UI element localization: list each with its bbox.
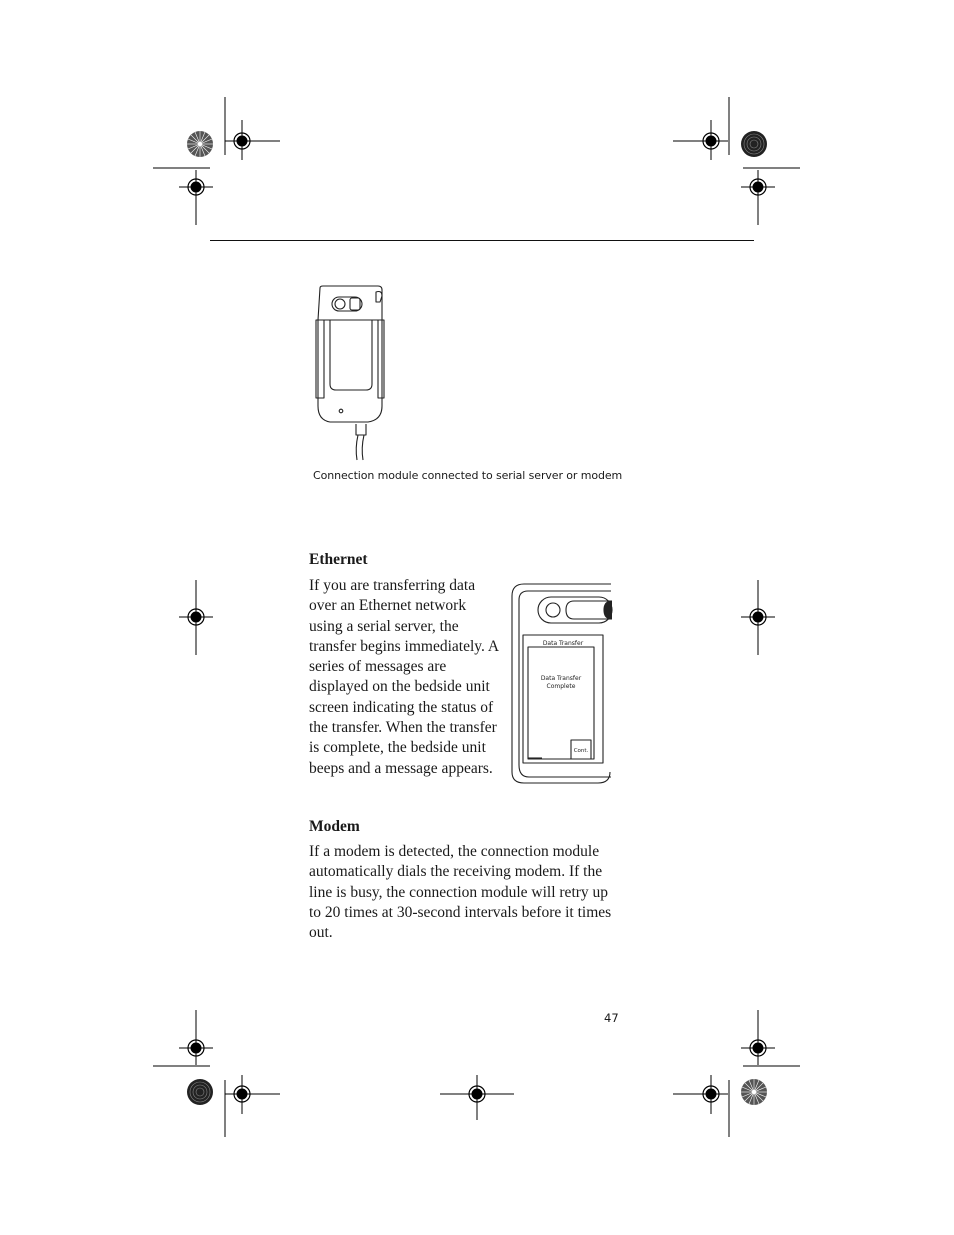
page-number: 47 [604,1011,619,1025]
bedside-unit-illustration [508,580,614,787]
ethernet-body-text: If you are transferring data over an Ethernet network using a serial server, the transfer begins immediately. A series of messages are displayed on the bedside unit screen indicating the status of the transfer. When the transfer is complete, the bedside unit beeps and a message appears. [309,577,499,777]
screen-message-line1: Data Transfer [540,675,582,682]
modem-heading: Modem [309,818,360,835]
screen-continue-button: Cont. [573,748,589,754]
ethernet-heading: Ethernet [309,551,368,568]
figure-caption: Connection module connected to serial server or modem [313,469,623,482]
modem-body-text: If a modem is detected, the connection module automatically dials the receiving modem. If the line is busy, the connection module will retry up to 20 times at 30-second intervals before it times out. [309,843,612,942]
screen-title: Data Transfer [542,640,584,647]
header-rule [210,240,754,241]
connection-module-illustration [300,280,400,465]
screen-message-line2: Complete [546,683,576,690]
